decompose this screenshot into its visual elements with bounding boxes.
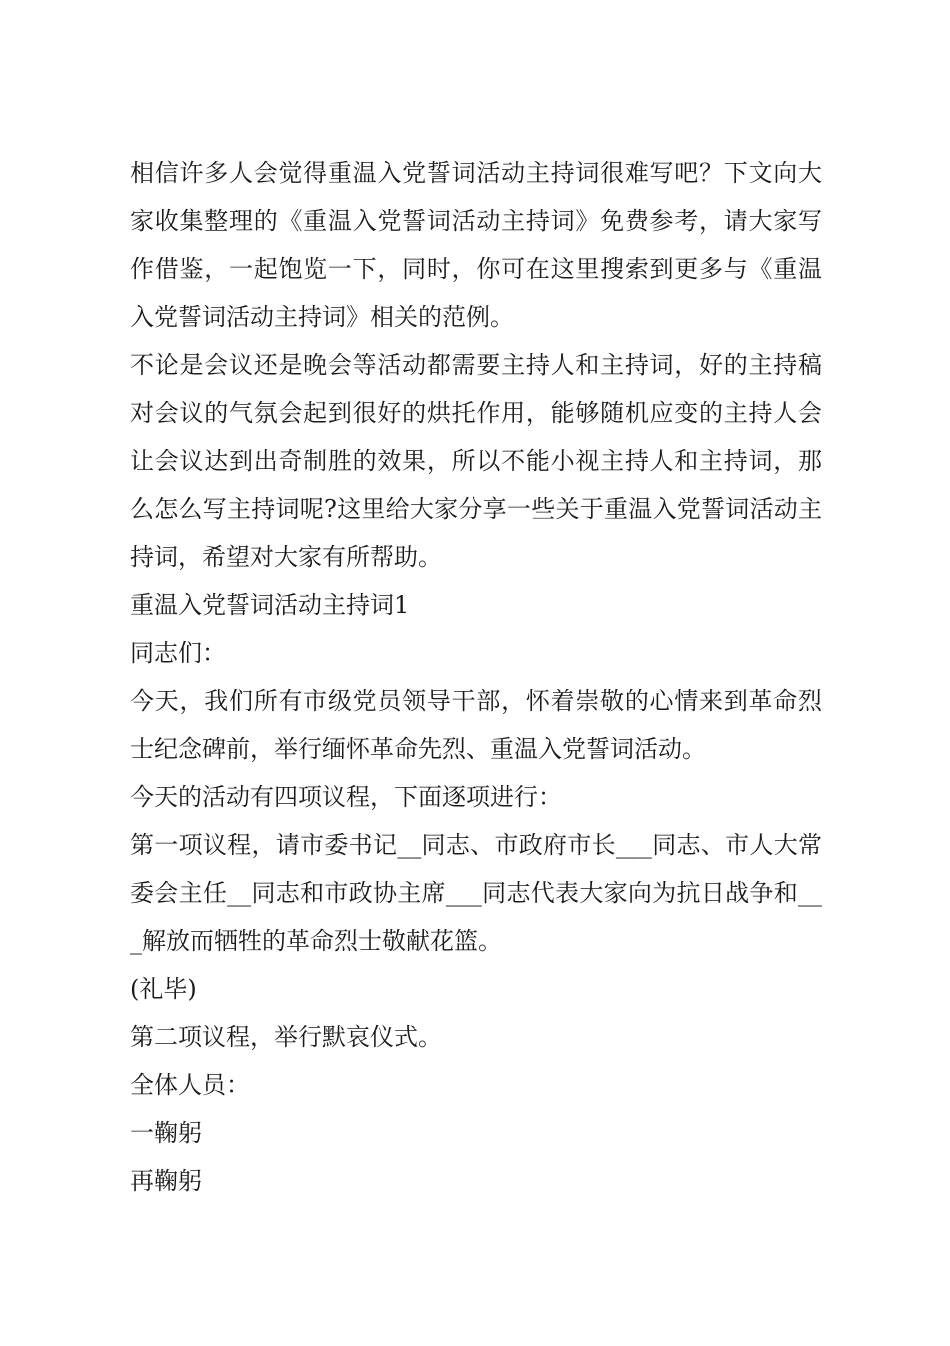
agenda-item-1: 第一项议程，请市委书记__同志、市政府市长___同志、市人大常委会主任__同志和市政协主席___同志代表大家向为抗日战争和___解放而牺牲的革命烈士敬献花篮。 bbox=[130, 831, 822, 955]
section-heading: 重温入党誓词活动主持词1 bbox=[130, 591, 410, 619]
first-bow-line: 一鞠躬 bbox=[130, 1119, 202, 1147]
all-personnel-line: 全体人员： bbox=[130, 1071, 250, 1099]
preface-paragraph: 不论是会议还是晚会等活动都需要主持人和主持词，好的主持稿对会议的气氛会起到很好的烘托作用，能够随机应变的主持人会让会议达到出奇制胜的效果，所以不能小视主持人和主持词，那么怎么写主持词呢?这里给大家分享一些关于重温入党誓词活动主持词，希望对大家有所帮助。 bbox=[130, 351, 822, 571]
salutation: 同志们： bbox=[130, 639, 226, 667]
ceremony-note: (礼毕) bbox=[130, 975, 197, 1003]
opening-paragraph: 今天，我们所有市级党员领导干部，怀着崇敬的心情来到革命烈士纪念碑前，举行缅怀革命先烈、重温入党誓词活动。 bbox=[130, 687, 822, 763]
document-body bbox=[130, 149, 822, 1205]
intro-paragraph: 相信许多人会觉得重温入党誓词活动主持词很难写吧？下文向大家收集整理的《重温入党誓词活动主持词》免费参考，请大家写作借鉴，一起饱览一下，同时，你可在这里搜索到更多与《重温入党誓词活动主持词》相关的范例。 bbox=[130, 159, 822, 331]
second-bow-line: 再鞠躬 bbox=[130, 1167, 202, 1195]
agenda-item-2: 第二项议程，举行默哀仪式。 bbox=[130, 1023, 442, 1051]
agenda-intro: 今天的活动有四项议程，下面逐项进行： bbox=[130, 783, 562, 811]
